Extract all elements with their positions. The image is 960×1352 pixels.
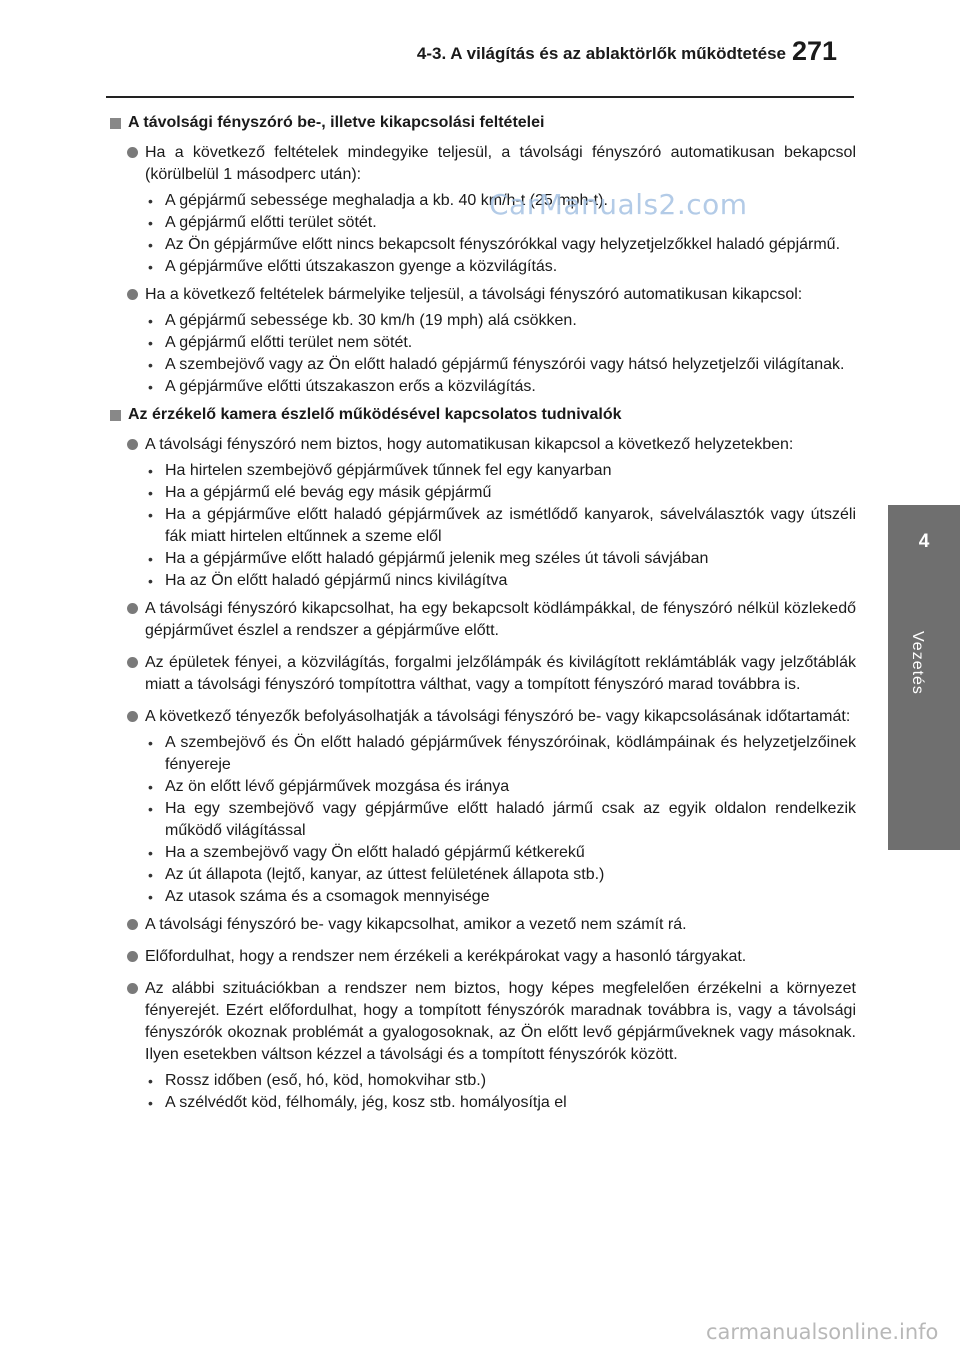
chapter-side-tab — [888, 505, 960, 850]
small-bullet-icon: • — [148, 237, 153, 253]
small-bullet-icon: • — [148, 1095, 153, 1111]
list-item-text: A gépjármű előtti terület sötét. — [165, 214, 377, 231]
list-item-text: A gépjármű sebessége meghaladja a kb. 40 km/h-t (25 mph-t). — [165, 192, 608, 209]
small-bullet-icon: • — [148, 551, 153, 567]
section-heading-text: Az érzékelő kamera észlelő működésével kapcsolatos tudnivalók — [128, 406, 622, 423]
list-item — [110, 1070, 856, 1092]
bullet-text: A következő tényezők befolyásolhatják a távolsági fényszóró be- vagy kikapcsolásának időtartamát: — [145, 708, 851, 725]
list-item — [110, 504, 856, 548]
small-bullet-icon: • — [148, 779, 153, 795]
list-item — [110, 376, 856, 398]
list-item — [110, 234, 856, 256]
chapter-title: 4-3. A világítás és az ablaktörlők működtetése — [416, 44, 786, 63]
bullet-text: A távolsági fényszóró nem biztos, hogy automatikusan kikapcsol a következő helyzetekben: — [145, 436, 794, 453]
bullet-paragraph — [110, 434, 856, 456]
small-bullet-icon: • — [148, 867, 153, 883]
small-bullet-icon: • — [148, 215, 153, 231]
list-item — [110, 332, 856, 354]
small-bullet-icon: • — [148, 1073, 153, 1089]
list-item — [110, 310, 856, 332]
bullet-text: Az épületek fényei, a közvilágítás, forgalmi jelzőlámpák és kivilágított reklámtáblák vagy jelzőtáblák miatt a távolsági fényszóró tompítottra válthat, vagy a tompított fényszóró marad továbbra is. — [145, 654, 856, 693]
bullet-paragraph — [110, 914, 856, 936]
list-item — [110, 842, 856, 864]
page-number: 271 — [792, 36, 838, 66]
round-bullet-icon — [127, 603, 138, 614]
list-item — [110, 570, 856, 592]
list-item-text: Ha a gépjárműve előtt haladó gépjármű jelenik meg széles út távoli sávjában — [165, 550, 709, 567]
small-bullet-icon: • — [148, 573, 153, 589]
sub-list — [110, 460, 856, 592]
small-bullet-icon: • — [148, 845, 153, 861]
small-bullet-icon: • — [148, 335, 153, 351]
list-item-text: Az ön előtt lévő gépjárművek mozgása és iránya — [165, 778, 510, 795]
small-bullet-icon: • — [148, 193, 153, 209]
bullet-text: A távolsági fényszóró be- vagy kikapcsolhat, amikor a vezető nem számít rá. — [145, 916, 687, 933]
section-heading — [110, 404, 856, 426]
square-bullet-icon — [110, 118, 121, 129]
list-item-text: Ha hirtelen szembejövő gépjárművek tűnnek fel egy kanyarban — [165, 462, 612, 479]
bullet-text: Ha a következő feltételek bármelyike teljesül, a távolsági fényszóró automatikusan kikapcsol: — [145, 286, 803, 303]
list-item — [110, 864, 856, 886]
bullet-paragraph — [110, 978, 856, 1066]
round-bullet-icon — [127, 711, 138, 722]
small-bullet-icon: • — [148, 259, 153, 275]
small-bullet-icon: • — [148, 507, 153, 523]
watermark-logo: CarManuals2.com — [489, 188, 748, 221]
list-item-text: A gépjármű előtti terület nem sötét. — [165, 334, 413, 351]
list-item — [110, 1092, 856, 1114]
list-item-text: Az út állapota (lejtő, kanyar, az úttest felületének állapota stb.) — [165, 866, 605, 883]
bullet-paragraph — [110, 142, 856, 186]
round-bullet-icon — [127, 147, 138, 158]
bullet-text: Előfordulhat, hogy a rendszer nem érzékeli a kerékpárokat vagy a hasonló tárgyakat. — [145, 948, 747, 965]
list-item-text: A szélvédőt köd, félhomály, jég, kosz stb. homályosítja el — [165, 1094, 567, 1111]
chapter-number: 4 — [918, 531, 930, 552]
bullet-paragraph — [110, 706, 856, 728]
small-bullet-icon: • — [148, 735, 153, 751]
round-bullet-icon — [127, 657, 138, 668]
small-bullet-icon: • — [148, 801, 153, 817]
bullet-text: Az alábbi szituációkban a rendszer nem biztos, hogy képes megfelelően érzékelni a környezet fényerejét. Ezért előfordulhat, hogy a tompított fényszórók maradnak továbbra is, vagy a távolsági fényszórók okoznak problémát a gyalogosoknak, az Ön előtt levő gépjárműveknek vagy másoknak. Ilyen esetekben váltson kézzel a távolsági és a tompított fényszórók között. — [145, 980, 856, 1063]
list-item-text: A gépjárműve előtti útszakaszon gyenge a közvilágítás. — [165, 258, 558, 275]
small-bullet-icon: • — [148, 313, 153, 329]
bullet-paragraph — [110, 946, 856, 968]
list-item — [110, 354, 856, 376]
list-item-text: Rossz időben (eső, hó, köd, homokvihar stb.) — [165, 1072, 487, 1089]
list-item-text: Az utasok száma és a csomagok mennyisége — [165, 888, 490, 905]
list-item-text: Az Ön gépjárműve előtt nincs bekapcsolt fényszórókkal vagy helyzetjelzőkkel haladó gépjármű. — [165, 236, 841, 253]
list-item — [110, 460, 856, 482]
list-item — [110, 548, 856, 570]
sub-list — [110, 1070, 856, 1114]
section-heading — [110, 112, 856, 134]
bullet-text: A távolsági fényszóró kikapcsolhat, ha egy bekapcsolt ködlámpákkal, de fényszóró nélkül közlekedő gépjárművet észlel a rendszer a gépjárműve előtt. — [145, 600, 856, 639]
bullet-paragraph — [110, 598, 856, 642]
list-item — [110, 482, 856, 504]
list-item-text: A gépjármű sebessége kb. 30 km/h (19 mph) alá csökken. — [165, 312, 577, 329]
list-item — [110, 776, 856, 798]
round-bullet-icon — [127, 289, 138, 300]
list-item-text: Ha a gépjárműve előtt haladó gépjárművek az ismétlődő kanyarok, sávelválasztók vagy útszéli fák miatt hirtelen eltűnnek a szeme elől — [165, 506, 856, 545]
page-body — [110, 112, 856, 1120]
bullet-text: Ha a következő feltételek mindegyike teljesül, a távolsági fényszóró automatikusan bekapcsol (körülbelül 1 másodperc után): — [145, 144, 856, 183]
list-item-text: A szembejövő vagy az Ön előtt haladó gépjármű fényszórói vagy hátsó helyzetjelzői világítanak. — [165, 356, 845, 373]
chapter-label: Vezetés — [909, 631, 926, 695]
footer-watermark: carmanualsonline.info — [706, 1320, 939, 1344]
small-bullet-icon: • — [148, 463, 153, 479]
sub-list — [110, 310, 856, 398]
bullet-paragraph — [110, 652, 856, 696]
list-item-text: A gépjárműve előtti útszakaszon erős a közvilágítás. — [165, 378, 536, 395]
bullet-paragraph — [110, 284, 856, 306]
list-item-text: Ha a szembejövő vagy Ön előtt haladó gépjármű kétkerekű — [165, 844, 585, 861]
small-bullet-icon: • — [148, 889, 153, 905]
small-bullet-icon: • — [148, 357, 153, 373]
header-rule — [106, 96, 854, 98]
section-heading-text: A távolsági fényszóró be-, illetve kikapcsolási feltételei — [128, 114, 545, 131]
sub-list — [110, 732, 856, 908]
list-item — [110, 256, 856, 278]
round-bullet-icon — [127, 951, 138, 962]
small-bullet-icon: • — [148, 485, 153, 501]
round-bullet-icon — [127, 919, 138, 930]
list-item — [110, 732, 856, 776]
list-item-text: Ha a gépjármű elé bevág egy másik gépjármű — [165, 484, 492, 501]
square-bullet-icon — [110, 410, 121, 421]
list-item — [110, 798, 856, 842]
list-item — [110, 886, 856, 908]
small-bullet-icon: • — [148, 379, 153, 395]
round-bullet-icon — [127, 439, 138, 450]
list-item-text: Ha egy szembejövő vagy gépjárműve előtt haladó jármű csak az egyik oldalon rendelkezik működő világítással — [165, 800, 856, 839]
list-item-text: A szembejövő és Ön előtt haladó gépjárművek fényszóróinak, ködlámpáinak és helyzetjelzőinek fényereje — [165, 734, 856, 773]
round-bullet-icon — [127, 983, 138, 994]
list-item-text: Ha az Ön előtt haladó gépjármű nincs kivilágítva — [165, 572, 508, 589]
